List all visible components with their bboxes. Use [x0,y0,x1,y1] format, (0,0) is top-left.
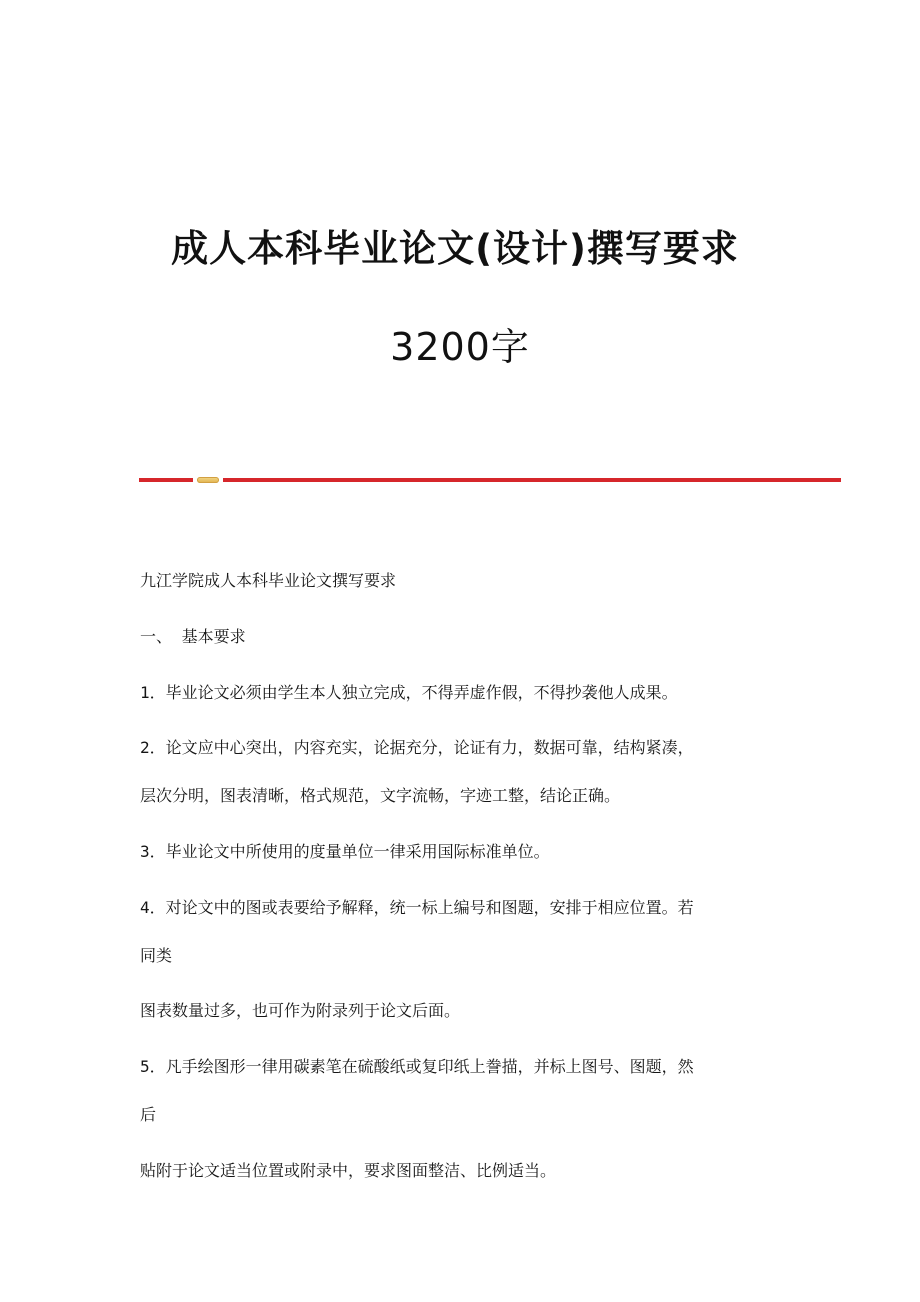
divider-bar-left [139,478,193,482]
paragraph-line: 后 [140,1105,157,1124]
paragraph-line: 贴附于论文适当位置或附录中，要求图面整洁、比例适当。 [140,1161,557,1180]
paragraph-line: 图表数量过多，也可作为附录列于论文后面。 [140,1001,461,1020]
document-subtitle: 3200字 [390,325,530,369]
divider-ornament-icon [197,477,219,483]
paragraph-line: 2．论文应中心突出，内容充实，论据充分，论证有力，数据可靠，结构紧凑， [140,738,694,757]
divider-bar-right [223,478,841,482]
paragraph-line: 同类 [140,946,173,965]
document-title: 成人本科毕业论文(设计)撰写要求 [171,227,739,270]
paragraph-line: 4．对论文中的图或表要给予解释，统一标上编号和图题，安排于相应位置。若 [140,898,694,917]
paragraph-line: 3．毕业论文中所使用的度量单位一律采用国际标准单位。 [140,842,550,861]
title-divider [139,477,841,483]
paragraph-line: 1．毕业论文必须由学生本人独立完成，不得弄虚作假，不得抄袭他人成果。 [140,683,678,702]
paragraph-line: 层次分明，图表清晰，格式规范，文字流畅，字迹工整，结论正确。 [140,786,621,805]
school-heading: 九江学院成人本科毕业论文撰写要求 [140,571,397,590]
paragraph-line: 5．凡手绘图形一律用碳素笔在硫酸纸或复印纸上誊描，并标上图号、图题，然 [140,1057,694,1076]
section-heading-basic-requirements: 一、 基本要求 [140,627,246,646]
